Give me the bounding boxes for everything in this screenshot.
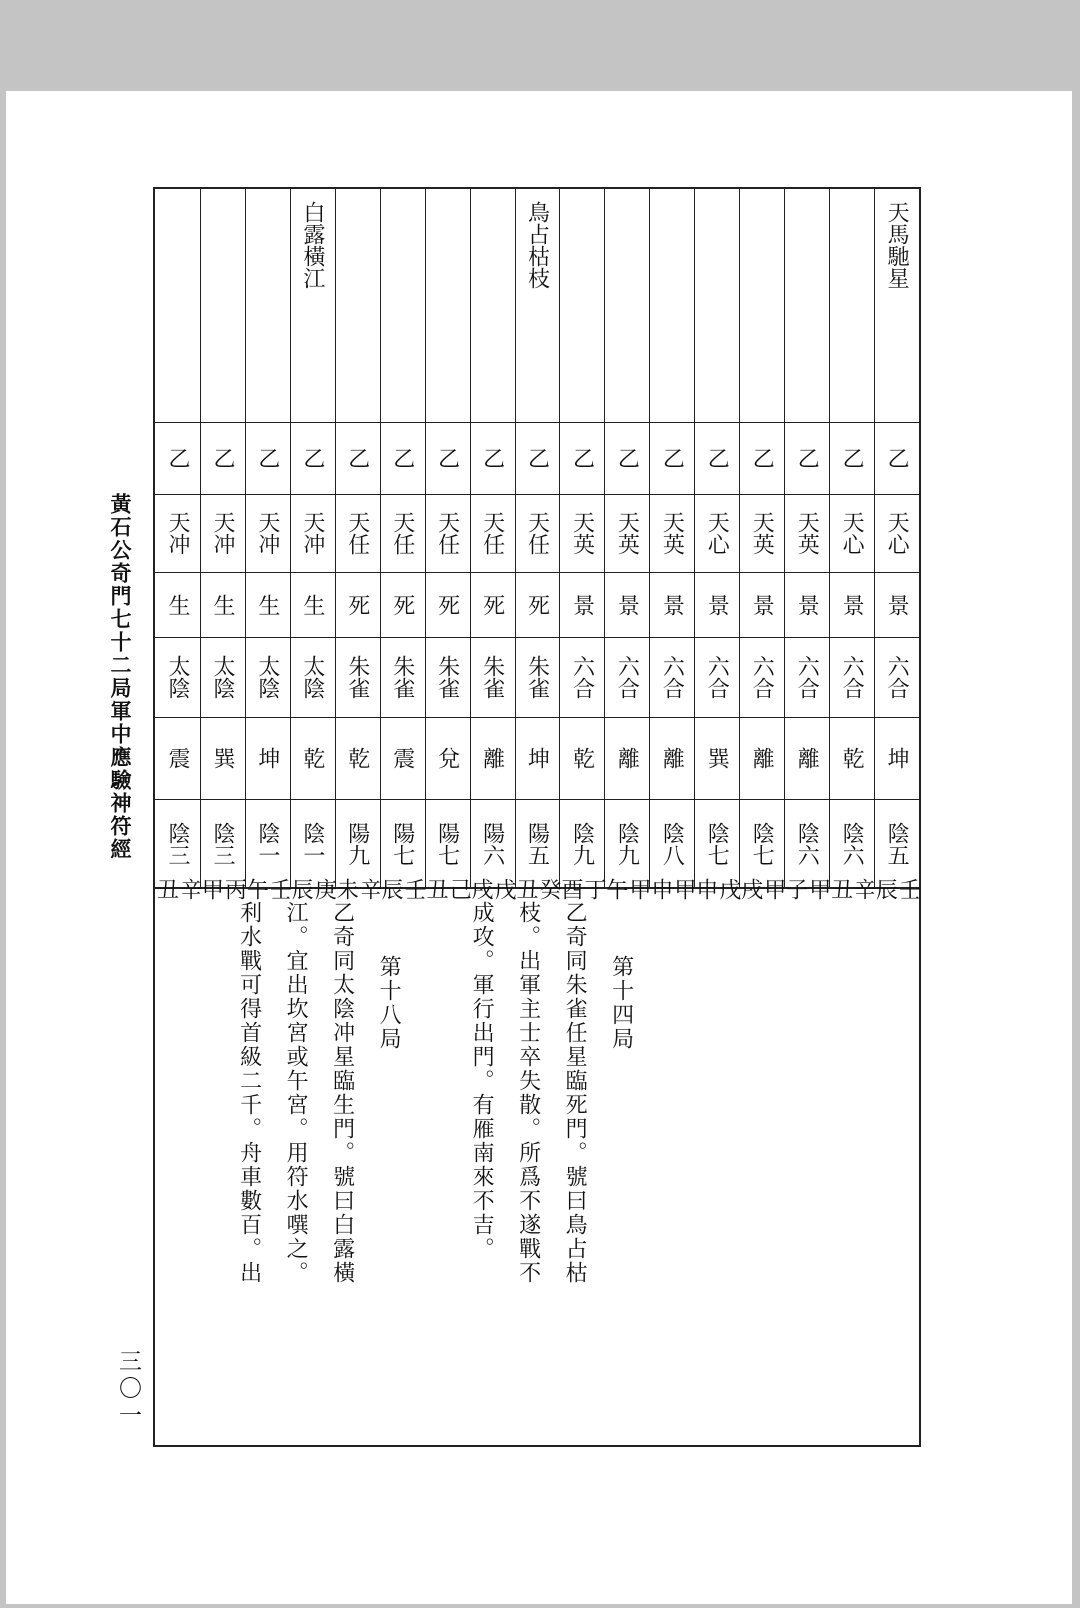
cell-ju-text: 陰一	[254, 822, 280, 866]
cell-gan-text: 乙	[299, 447, 325, 469]
cell-palace-text: 震	[165, 747, 191, 769]
cell-gan	[424, 422, 470, 494]
cell-door-text: 死	[344, 593, 370, 616]
cell-god-text: 朱雀	[344, 655, 370, 699]
cell-gan	[289, 422, 335, 494]
cell-god-text: 六合	[569, 655, 595, 699]
cell-ganzhi-text: 壬午	[243, 878, 292, 900]
cell-door-text: 景	[884, 593, 910, 616]
cell-star-text: 天冲	[299, 511, 325, 555]
cell-palace-text: 乾	[569, 747, 595, 769]
cell-gan	[199, 422, 245, 494]
cell-palace	[379, 717, 425, 799]
cell-god-text: 太陰	[299, 655, 325, 699]
cell-name	[874, 189, 920, 422]
cell-ju-text: 陰六	[794, 822, 820, 866]
cell-gan	[784, 422, 830, 494]
cell-palace	[154, 717, 200, 799]
cell-ganzhi-text: 癸丑	[513, 878, 562, 900]
cell-god-text: 太陰	[165, 655, 191, 699]
cell-door-text: 景	[614, 593, 640, 616]
cell-door-text: 景	[659, 593, 685, 616]
cell-star-text: 天心	[884, 511, 910, 555]
cell-name	[649, 189, 695, 422]
cell-palace-text: 巽	[209, 747, 235, 769]
cell-door	[829, 572, 875, 637]
cell-ju-text: 陰七	[704, 822, 730, 866]
cell-gan	[829, 422, 875, 494]
cell-ju	[829, 799, 875, 889]
cell-door-text: 死	[524, 593, 550, 616]
cell-door	[514, 572, 560, 637]
cell-door	[199, 572, 245, 637]
cell-god-text: 太陰	[254, 655, 280, 699]
cell-god-text: 朱雀	[479, 655, 505, 699]
cell-ju-text: 陰九	[614, 822, 640, 866]
cell-name	[424, 189, 470, 422]
cell-gan	[874, 422, 920, 494]
commentary-line	[322, 901, 362, 1285]
cell-star	[784, 494, 830, 572]
cell-ganzhi-text: 甲戌	[737, 878, 786, 900]
cell-ganzhi-text: 戊申	[692, 878, 741, 900]
cell-ju	[469, 799, 515, 889]
cell-door-text: 景	[569, 593, 595, 616]
cell-god	[829, 637, 875, 717]
cell-door	[784, 572, 830, 637]
cell-ganzhi-text: 辛丑	[153, 878, 202, 900]
cell-palace-text: 離	[659, 747, 685, 769]
cell-name	[154, 189, 200, 422]
cell-gan	[739, 422, 785, 494]
cell-door-text: 景	[794, 593, 820, 616]
cell-name	[514, 189, 560, 422]
cell-name-text: 白露橫江	[299, 201, 325, 289]
cell-god	[379, 637, 425, 717]
cell-god	[289, 637, 335, 717]
cell-gan-text: 乙	[344, 447, 370, 469]
ju-table	[153, 187, 921, 900]
cell-palace-text: 坤	[884, 747, 910, 769]
cell-ganzhi-text: 戊戌	[468, 878, 517, 900]
cell-star-text: 天心	[704, 511, 730, 555]
cell-god	[694, 637, 740, 717]
cell-ju	[559, 799, 605, 889]
cell-palace	[469, 717, 515, 799]
cell-ju-text: 陽六	[479, 822, 505, 866]
cell-ju	[334, 799, 380, 889]
cell-star-text: 天任	[389, 511, 415, 555]
cell-gan	[694, 422, 740, 494]
section-heading	[369, 955, 409, 1051]
commentary-area	[153, 889, 921, 1447]
book-title: 黃石公奇門七十二局軍中應驗神符經	[108, 493, 133, 861]
cell-god-text: 六合	[614, 655, 640, 699]
cell-star	[154, 494, 200, 572]
cell-name	[694, 189, 740, 422]
cell-name	[469, 189, 515, 422]
cell-star-text: 天任	[479, 511, 505, 555]
cell-palace-text: 巽	[704, 747, 730, 769]
cell-door	[694, 572, 740, 637]
cell-star	[514, 494, 560, 572]
cell-gan-text: 乙	[884, 447, 910, 469]
cell-door	[739, 572, 785, 637]
cell-ganzhi-text: 丁酉	[557, 878, 607, 900]
cell-door-text: 生	[165, 593, 191, 616]
cell-name	[829, 189, 875, 422]
cell-palace	[649, 717, 695, 799]
cell-star-text: 天任	[434, 511, 460, 555]
cell-god-text: 朱雀	[389, 655, 415, 699]
cell-star-text: 天冲	[254, 511, 280, 555]
cell-name	[199, 189, 245, 422]
commentary-line-text: 利水戰可得首級二千。舟車數百。出	[236, 901, 262, 1285]
cell-door	[424, 572, 470, 637]
cell-star	[334, 494, 380, 572]
cell-ju	[244, 799, 290, 889]
commentary-line-text: 乙奇同太陰冲星臨生門。號曰白露橫	[329, 901, 355, 1285]
cell-ganzhi-text: 壬辰	[872, 878, 921, 900]
section-heading-text: 第十四局	[608, 955, 634, 1051]
cell-gan-text: 乙	[209, 447, 235, 469]
cell-god-text: 六合	[749, 655, 775, 699]
cell-star	[199, 494, 245, 572]
cell-door	[469, 572, 515, 637]
cell-palace-text: 震	[389, 747, 415, 769]
cell-palace-text: 乾	[299, 747, 325, 769]
cell-star	[874, 494, 920, 572]
cell-star-text: 天任	[344, 511, 370, 555]
cell-palace-text: 離	[479, 747, 505, 769]
cell-palace	[829, 717, 875, 799]
cell-ju-text: 陰六	[839, 822, 865, 866]
cell-door	[244, 572, 290, 637]
cell-star	[559, 494, 605, 572]
cell-palace	[244, 717, 290, 799]
cell-ganzhi-text: 壬辰	[378, 878, 427, 900]
cell-ju-text: 陰一	[299, 822, 325, 866]
commentary-line	[229, 901, 269, 1285]
cell-ju-text: 陰七	[749, 822, 775, 866]
commentary-line-text: 江。宜出坎宮或午宮。用符水噀之。	[283, 901, 309, 1285]
cell-palace	[514, 717, 560, 799]
cell-star	[649, 494, 695, 572]
cell-gan	[244, 422, 290, 494]
cell-ju	[154, 799, 200, 889]
cell-ju-text: 陽九	[344, 822, 370, 866]
cell-gan	[469, 422, 515, 494]
cell-door	[874, 572, 920, 637]
cell-palace	[874, 717, 920, 799]
cell-god	[469, 637, 515, 717]
cell-gan-text: 乙	[479, 447, 505, 469]
cell-ju-text: 陰五	[884, 822, 910, 866]
cell-god	[514, 637, 560, 717]
cell-ganzhi-text: 丙甲	[198, 878, 247, 900]
cell-gan-text: 乙	[524, 447, 550, 469]
cell-ju-text: 陰八	[659, 822, 685, 866]
section-heading	[601, 955, 641, 1051]
cell-ganzhi-text: 庚辰	[288, 878, 337, 900]
cell-star	[694, 494, 740, 572]
cell-palace	[739, 717, 785, 799]
cell-palace	[694, 717, 740, 799]
cell-ganzhi-text: 甲子	[782, 878, 831, 900]
cell-god	[154, 637, 200, 717]
cell-star	[244, 494, 290, 572]
cell-gan	[604, 422, 650, 494]
commentary-line	[555, 901, 595, 1285]
cell-door-text: 景	[704, 593, 730, 616]
commentary-line	[462, 901, 502, 1261]
cell-ganzhi-text: 甲午	[602, 878, 651, 900]
cell-god	[244, 637, 290, 717]
cell-ju-text: 陽五	[524, 822, 550, 866]
cell-name	[784, 189, 830, 422]
cell-gan	[334, 422, 380, 494]
cell-door-text: 生	[254, 593, 280, 616]
cell-star	[469, 494, 515, 572]
cell-star	[289, 494, 335, 572]
cell-palace	[199, 717, 245, 799]
cell-gan-text: 乙	[839, 447, 865, 469]
cell-name	[739, 189, 785, 422]
cell-ganzhi-text: 甲申	[647, 878, 696, 900]
cell-door-text: 生	[299, 593, 325, 616]
cell-ganzhi-text: 辛未	[333, 878, 382, 900]
commentary-line	[508, 901, 548, 1285]
cell-palace	[334, 717, 380, 799]
commentary-line-text: 乙奇同朱雀任星臨死門。號曰鳥占枯	[562, 901, 588, 1285]
cell-palace-text: 乾	[839, 747, 865, 769]
cell-ju	[739, 799, 785, 889]
cell-palace	[784, 717, 830, 799]
cell-god	[874, 637, 920, 717]
cell-star	[379, 494, 425, 572]
cell-door	[604, 572, 650, 637]
cell-ju-text: 陰三	[209, 822, 235, 866]
cell-ju	[199, 799, 245, 889]
cell-star-text: 天心	[839, 511, 865, 555]
cell-palace-text: 坤	[254, 747, 280, 769]
cell-palace-text: 兌	[434, 747, 460, 769]
cell-gan-text: 乙	[434, 447, 460, 469]
cell-ganzhi-text: 己丑	[423, 878, 472, 900]
cell-palace	[424, 717, 470, 799]
commentary-line	[276, 901, 316, 1285]
cell-gan-text: 乙	[389, 447, 415, 469]
cell-door	[289, 572, 335, 637]
cell-door-text: 死	[434, 593, 460, 616]
cell-god-text: 六合	[839, 655, 865, 699]
cell-gan-text: 乙	[749, 447, 775, 469]
cell-god	[424, 637, 470, 717]
cell-god-text: 六合	[704, 655, 730, 699]
cell-god-text: 六合	[659, 655, 685, 699]
cell-god-text: 太陰	[209, 655, 235, 699]
cell-ju	[289, 799, 335, 889]
commentary-line-text: 成攻。軍行出門。有雁南來不吉。	[469, 901, 495, 1261]
cell-name-text: 天馬馳星	[884, 201, 910, 289]
cell-god-text: 朱雀	[434, 655, 460, 699]
section-heading-text: 第十八局	[376, 955, 402, 1051]
cell-gan	[649, 422, 695, 494]
cell-god	[784, 637, 830, 717]
cell-name	[379, 189, 425, 422]
cell-name	[244, 189, 290, 422]
cell-palace	[604, 717, 650, 799]
cell-gan-text: 乙	[165, 447, 191, 469]
cell-gan-text: 乙	[659, 447, 685, 469]
cell-name-text: 鳥占枯枝	[524, 201, 550, 289]
cell-ju	[649, 799, 695, 889]
cell-ju	[604, 799, 650, 889]
cell-door	[154, 572, 200, 637]
cell-gan-text: 乙	[614, 447, 640, 469]
cell-door	[334, 572, 380, 637]
cell-ju-text: 陽七	[389, 822, 415, 866]
cell-gan	[514, 422, 560, 494]
cell-god	[649, 637, 695, 717]
cell-gan-text: 乙	[569, 447, 595, 469]
cell-palace	[289, 717, 335, 799]
cell-palace	[559, 717, 605, 799]
page-number: 三〇一	[115, 1349, 141, 1430]
cell-star-text: 天英	[569, 511, 595, 555]
cell-god-text: 朱雀	[524, 655, 550, 699]
cell-ju-text: 陰三	[165, 822, 191, 866]
cell-palace-text: 離	[794, 747, 820, 769]
cell-ganzhi-text: 辛丑	[827, 878, 876, 900]
cell-palace-text: 乾	[344, 747, 370, 769]
cell-door-text: 死	[479, 593, 505, 616]
cell-star-text: 天英	[659, 511, 685, 555]
cell-door-text: 死	[389, 593, 415, 616]
cell-name	[559, 189, 605, 422]
cell-star	[739, 494, 785, 572]
cell-ju	[874, 799, 920, 889]
cell-star-text: 天英	[794, 511, 820, 555]
cell-door-text: 景	[839, 593, 865, 616]
cell-ju-text: 陽七	[434, 822, 460, 866]
cell-god	[604, 637, 650, 717]
cell-name	[604, 189, 650, 422]
cell-palace-text: 坤	[524, 747, 550, 769]
cell-ju	[514, 799, 560, 889]
cell-gan	[154, 422, 200, 494]
cell-name	[289, 189, 335, 422]
commentary-line-text: 枝。出軍主士卒失散。所爲不遂戰不	[515, 901, 541, 1285]
cell-door	[559, 572, 605, 637]
cell-god-text: 六合	[884, 655, 910, 699]
cell-god	[199, 637, 245, 717]
cell-name	[334, 189, 380, 422]
cell-gan-text: 乙	[794, 447, 820, 469]
cell-god	[334, 637, 380, 717]
cell-gan-text: 乙	[704, 447, 730, 469]
cell-gan	[379, 422, 425, 494]
cell-palace-text: 離	[614, 747, 640, 769]
cell-door-text: 景	[749, 593, 775, 616]
cell-god-text: 六合	[794, 655, 820, 699]
cell-gan	[559, 422, 605, 494]
cell-star-text: 天冲	[165, 511, 191, 555]
cell-door	[379, 572, 425, 637]
cell-palace-text: 離	[749, 747, 775, 769]
cell-ju	[424, 799, 470, 889]
cell-god	[559, 637, 605, 717]
cell-star	[424, 494, 470, 572]
cell-ju	[694, 799, 740, 889]
cell-ju	[379, 799, 425, 889]
cell-star	[829, 494, 875, 572]
cell-door-text: 生	[209, 593, 235, 616]
cell-star-text: 天冲	[209, 511, 235, 555]
cell-ju	[784, 799, 830, 889]
cell-door	[649, 572, 695, 637]
cell-god	[739, 637, 785, 717]
cell-ju-text: 陰九	[569, 822, 595, 866]
cell-star-text: 天英	[614, 511, 640, 555]
cell-star-text: 天任	[524, 511, 550, 555]
cell-star-text: 天英	[749, 511, 775, 555]
cell-star	[604, 494, 650, 572]
cell-gan-text: 乙	[254, 447, 280, 469]
